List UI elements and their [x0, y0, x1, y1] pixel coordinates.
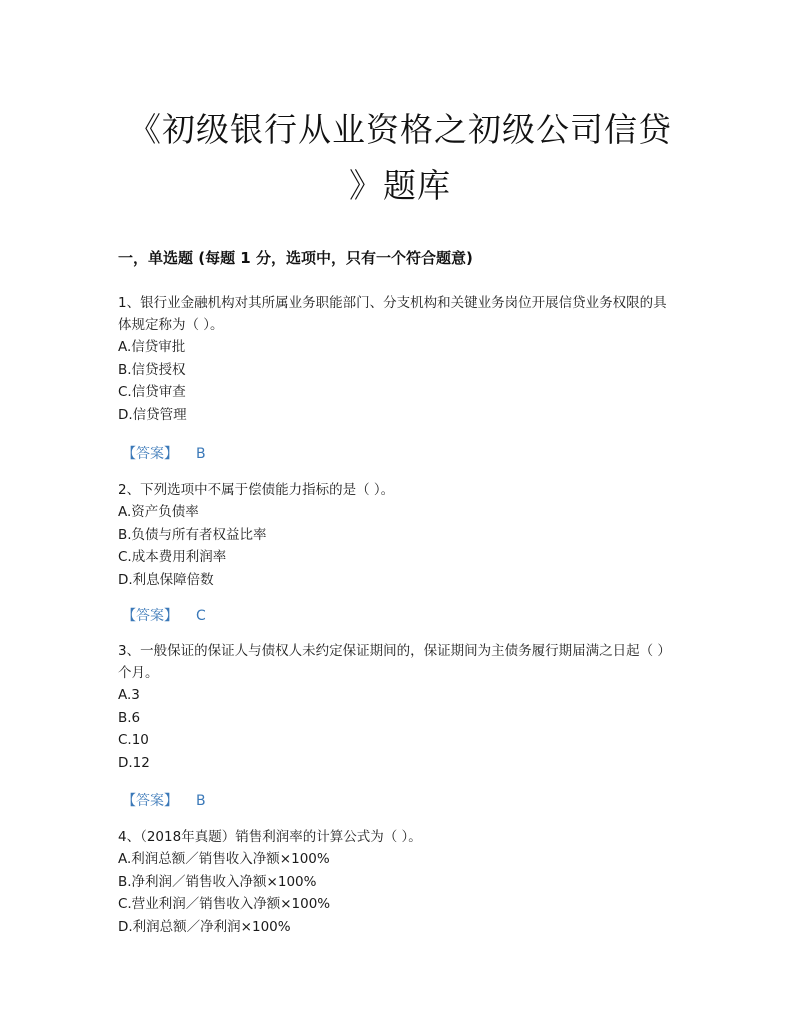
option-a: A.3: [118, 687, 140, 703]
option-d: D.利润总额／净利润×100%: [118, 918, 291, 935]
option-b: B.6: [118, 709, 141, 726]
answer-label: 【答案】: [122, 608, 178, 624]
answer-3: [122, 790, 206, 810]
question-3: [118, 640, 678, 774]
question-4: [118, 826, 678, 938]
question-1: [118, 292, 678, 426]
question-stem: 2、下列选项中不属于偿债能力指标的是（ ）。: [118, 482, 395, 498]
answer-1: [122, 443, 206, 463]
answer-label: 【答案】: [122, 793, 178, 809]
document-title: [100, 102, 700, 214]
question-2: [118, 479, 678, 591]
question-stem: 1、银行业金融机构对其所属业务职能部门、分支机构和关键业务岗位开展信贷业务权限的具体规定称为（ ）。: [118, 295, 667, 333]
question-stem: 4、（2018年真题）销售利润率的计算公式为（ ）。: [118, 829, 422, 845]
option-a: A.利润总额／销售收入净额×100%: [118, 851, 330, 867]
answer-label: 【答案】: [122, 446, 178, 462]
option-b: B.负债与所有者权益比率: [118, 526, 267, 543]
option-b: B.信贷授权: [118, 361, 186, 378]
option-d: D.信贷管理: [118, 406, 187, 423]
option-c: C.信贷审查: [118, 384, 186, 400]
option-a: A.信贷审批: [118, 339, 186, 355]
option-d: D.利息保障倍数: [118, 571, 214, 588]
option-a: A.资产负债率: [118, 504, 199, 520]
title-line-1: 《初级银行从业资格之初级公司信贷: [128, 110, 672, 149]
option-c: C.成本费用利润率: [118, 549, 227, 565]
title-line-2: 》题库: [349, 166, 451, 205]
answer-letter: C: [196, 608, 206, 624]
option-d: D.12: [118, 754, 150, 771]
answer-2: [122, 605, 206, 625]
answer-letter: B: [196, 446, 206, 462]
option-c: C.10: [118, 732, 149, 748]
section-heading: 一，单选题 (每题 1 分，选项中，只有一个符合题意): [118, 249, 473, 267]
question-stem: 3、一般保证的保证人与债权人未约定保证期间的，保证期间为主债务履行期届满之日起（ ）个月。: [118, 643, 671, 681]
option-b: B.净利润／销售收入净额×100%: [118, 873, 317, 890]
option-c: C.营业利润／销售收入净额×100%: [118, 896, 331, 912]
answer-letter: B: [196, 793, 206, 809]
